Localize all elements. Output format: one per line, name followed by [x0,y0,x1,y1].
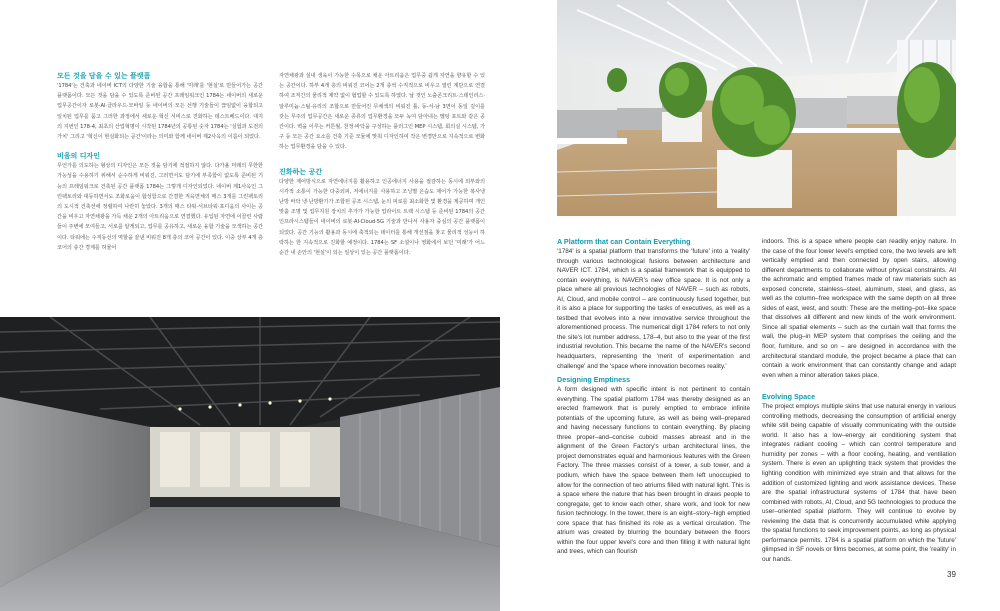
english-column-1 [557,237,750,559]
korean-column-2 [279,71,485,267]
section-heading: 비움의 디자인 [57,152,101,161]
body-text: The project employs multiple skins that use natural energy in various controlling methods, decreasing the consumption of artificial energy while still being capable of visually communicating with the outside world. It also has a low–energy air conditioning system that integrates radiant cooling – which can control temperature and humidity per zones – with a floor cooling, heating, and ventilation system. There is even an uplighting track system that provides the lighting condition with minimized eye strain and that allows for the addition of customized lighting and work assistance devices. These are the spatial infrastructural systems of 1784 that have been combined with robots, AI, Cloud, and 5G technologies to produce the user–oriented spatial platform. They will continue to evolve by reviewing the data that is concurrently accumulated while applying the spatial functions to seek improvement points, as long as physical performance permits. 1784 is a spatial platform on which the 'future' glimpsed in SF novels or films becomes, at some point, the 'reality' in our hands. [762,403,956,563]
section-heading: Evolving Space [762,392,816,402]
body-text: indoors. This is a space where people can readily enjoy nature. In the case of the four lower level's emptied core, the two levels are left vertically emptied and then connected by open stairs, allowing different departments to collaborate without physical constraints. All the achromatic and emptied frames made of raw materials such as exposed concrete, stainless–steel, aluminum, steel, and glass, as well as the column–free workspace with the same depth on all three sides of east, west, and south: These are the melting–pot–like space that dissolves all different and new kinds of the work environment. Since all spatial elements – such as the curtain wall that forms the wall, the plug–in MEP system that comprises the ceiling and the floor, furniture, and so on – are designed in accordance with the architectural standard module, the project became a place that can contain a work environment that can constantly change and adapt even when a minor alteration takes place. [762,238,956,379]
english-column-2 [762,237,956,567]
body-text: A form designed with specific intent is not pertinent to contain everything. The spatial platform 1784 was thereby designed as an erected framework that is purely emptied to embrace infinite potentials of the upcoming future, as well as being well–prepared and having necessary functions to contain everything. By placing three proper–and–concise cuboid masses abreast and in the alignment of the Green Factory's urban architectural lines, the project demonstrates equal and harmonious features with the Green Factory. The three masses consist of a tower, a sub tower, and a podium, which have the space between them left unoccupied to allow for the connection of two atriums filled with natural light. This is a space where the nature that has been brought in draws people to congregate, get to know each other, share work, and look for new fusion technology. In the tower, there is an eight–story–high emptied core space that has finished its role as a vertical circulation. The atrium was created by blurring the boundary between the floors within the four upper level's core and then filling it with natural light and trees, which can flourish [557,386,750,556]
body-text: 다양한 제어방식으로 자연에너지를 활용하고 인공에너지 사용을 절감하는 동시에 외부와의 시각적 소통이 가능한 다중외피, 저에너지를 사용하고 조닝별 온습도 제어가 가능한 복사냉난방 바닥 냉·난방환기가 조합된 공조 시스템, 눈의 피로를 최소화한 빛 환경을 제공하며 개인 맞춤 조명 및 업무지원 장치의 추가가 가능한 업라이트 트랙 시스템 등 준비된 1784의 공간 인프라시스템들이 네이버의 로봇·AI·Cloud·5G 기술과 만나서 사용자 중심의 공간 플랫폼이 되었다. 공간 기능의 활용과 동시에 축적되는 데이터를 통해 개선점을 찾고 물리적 성능이 하락하는 한 지속적으로 진화할 예정이다. 1784는 SF 소설이나 영화에서 보던 '미래'가 어느 순간 내 손안의 '현실'이 되는 일상이 있는 공간 플랫폼이다. [279,178,485,257]
office-atrium-photo [557,0,956,216]
body-text: 자연채광과 실내 생육이 가능한 수목으로 채운 아트리움은 업무중 쉽게 자연을 향유할 수 있는 공간이다. 하부 4개 층의 비워진 코어는 2개 층씩 수직적으로 비우고 열린 계단으로 연결하여 조직간의 물리적 제약 없이 협업할 수 있도록 하였다. 날 것인 노출콘크리트·스테인리스·알루미늄·스틸·유리의 조합으로 만들어진 무채색의 비워진 틀, 동-서-남 3면이 동일 깊이를 갖는 무주의 업무공간은 새로운 종류의 업무환경을 모두 녹여 담아내는 멜팅 포트와 같은 공간이다. 벽을 이루는 커튼월, 천정·바닥을 구성하는 플러그인 MEP 시스템, 회의실 시스템, 가구 등 모든 공간 요소를 건축 기준 모듈에 맞춰 디자인하여 작은 변경만으로 지속적으로 변화하는 업무환경을 담을 수 있다. [279,73,485,151]
empty-hall-photo [0,317,500,611]
korean-column-1 [57,71,263,262]
section-heading: Designing Emptiness [557,375,631,385]
body-text: 무언가를 의도하는 형상의 디자인은 모든 것을 담기에 적절하지 않다. 다가올 미래의 무한한 가능성을 수용하기 위해서 순수하게 비워진, 그러면서도 담기에 부족함이 없도록 준비된 기능의 프레임워크로 건축된 공간 플랫폼 1784는 그렇게 디자인되었다. 네이버 제1사옥인 그린팩토리와 대등하면서도 조화로움이 합성함으로 간결한 직육면체의 매스 3개를 그린팩토리의 도시적 건축선에 정렬하여 나란히 놓았다. 3개의 매스 타워·서브타워·포디움의 사이는 공간을 비우고 자연채광을 가득 채운 2개의 아트리움으로 연결했다. 유입된 자연에 이끌린 사람들이 주변에 모여들고, 서로를 알게되고, 업무를 공유하고, 새로운 융합 기술을 모색하는 공간이다. 타워에는 수직동선의 역할을 끝낸 비워진 8개 층의 코어 공간이 있다. 이중 상부 4개 층 코어의 층간 경계를 허물어 [57,163,264,251]
empty-hall-interior-illustration [0,317,500,611]
body-text: '1784'는 건축과 네이버 ICT의 다양한 기술 융합을 통해 '미래'를 '현실'로 만들어가는 공간 플랫폼이다. 모든 것을 담을 수 있도록 준비된 공간 프레임워크인 1784는 네이버의 새로운 업무공간이자 로봇·AI·클라우드·모바일 등 네이버의 모든 선행 기술들이 끊임없이 융합되고 일치된 업무를 품고 그러한 과정에서 새로운 혁신 서비스로 진화하는 테스트베드이다. 대지의 지번인 178-4, 최초의 산업혁명이 시작된 1784년의 공통된 숫자 1784는 '실험과 도전의 가치' 그리고 '혁신이 현실화되는 공간'이라는 의미와 함께 네이버 제2사옥의 이름이 되었다. [57,83,263,141]
body-text: '1784' is a spatial platform that transforms the 'future' into a 'reality' through various technological fusions between architecture and NAVER ICT. 1784, which is a spatial framework that is equipped to contain everything, is NAVER's new office space. It is not only a place where all previous technologies of NAVER – such as robots, AI, Cloud, and mobile control – are continuously fused together, but it is also a place for supporting the tasks of executives, as well as a testbed that evolves into a new innovative service throughout the aforementioned process. The numerical digit 1784 refers to not only the site's lot number address, 178–4, but also to the year of the first industrial revolution. This became the name of the NAVER's second headquarters, representing the 'merit of experimentation and challenge' and the 'space where innovation becomes reality.' [557,248,750,370]
office-atrium-plants-illustration [557,0,956,216]
section-heading: A Platform that can Contain Everything [557,237,691,246]
page-number: 39 [947,570,956,579]
section-heading: 진화하는 공간 [279,167,323,176]
section-heading: 모든 것을 담을 수 있는 플랫폼 [57,72,151,80]
